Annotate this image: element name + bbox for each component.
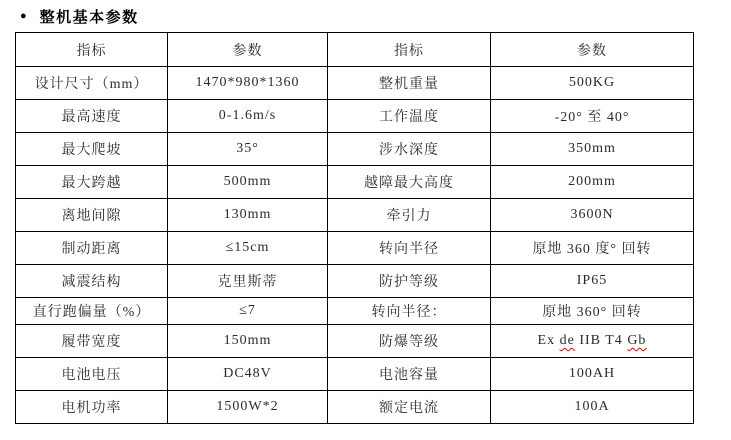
cell-indicator-left: 履带宽度 xyxy=(16,325,168,358)
cell-value-right: Ex de IIB T4 Gb xyxy=(491,325,694,358)
cell-indicator-left: 电机功率 xyxy=(16,391,168,424)
cell-indicator-right: 涉水深度 xyxy=(328,133,491,166)
cell-indicator-right: 额定电流 xyxy=(328,391,491,424)
misspelled-word: de xyxy=(559,333,575,348)
cell-indicator-right: 工作温度 xyxy=(328,100,491,133)
section-heading xyxy=(20,6,139,27)
cell-value-right: 100AH xyxy=(491,358,694,391)
cell-indicator-right: 转向半径 xyxy=(328,232,491,265)
cell-indicator-left: 直行跑偏量（%） xyxy=(16,298,168,325)
table-row xyxy=(16,67,694,100)
cell-value-right: 200mm xyxy=(491,166,694,199)
cell-value-left: 克里斯蒂 xyxy=(168,265,328,298)
cell-indicator-right: 整机重量 xyxy=(328,67,491,100)
table-row xyxy=(16,199,694,232)
cell-indicator-right: 防护等级 xyxy=(328,265,491,298)
spec-table-body xyxy=(16,67,694,424)
cell-value-left: ≤7 xyxy=(168,298,328,325)
cell-indicator-right: 越障最大高度 xyxy=(328,166,491,199)
cell-value-right: 100A xyxy=(491,391,694,424)
table-row xyxy=(16,358,694,391)
cell-indicator-left: 离地间隙 xyxy=(16,199,168,232)
page-title: 整机基本参数 xyxy=(39,10,139,26)
cell-value-left: 150mm xyxy=(168,325,328,358)
table-row xyxy=(16,100,694,133)
cell-value-left: DC48V xyxy=(168,358,328,391)
cell-value-left: 130mm xyxy=(168,199,328,232)
cell-value-right: 3600N xyxy=(491,199,694,232)
table-row xyxy=(16,298,694,325)
table-row xyxy=(16,232,694,265)
column-header-indicator-right: 指标 xyxy=(328,33,491,67)
bullet-icon: ● xyxy=(20,10,27,22)
cell-value-left: 0-1.6m/s xyxy=(168,100,328,133)
cell-value-right: 原地 360 度° 回转 xyxy=(491,232,694,265)
cell-indicator-left: 最高速度 xyxy=(16,100,168,133)
cell-indicator-left: 制动距离 xyxy=(16,232,168,265)
table-row xyxy=(16,166,694,199)
cell-indicator-left: 最大跨越 xyxy=(16,166,168,199)
cell-value-left: 1500W*2 xyxy=(168,391,328,424)
cell-indicator-right: 防爆等级 xyxy=(328,325,491,358)
column-header-parameter-left: 参数 xyxy=(168,33,328,67)
cell-value-right: -20° 至 40° xyxy=(491,100,694,133)
cell-value-right: 500KG xyxy=(491,67,694,100)
cell-value-right: IP65 xyxy=(491,265,694,298)
cell-indicator-left: 最大爬坡 xyxy=(16,133,168,166)
table-row xyxy=(16,391,694,424)
cell-indicator-right: 电池容量 xyxy=(328,358,491,391)
cell-value-left: 35° xyxy=(168,133,328,166)
cell-indicator-left: 设计尺寸（mm） xyxy=(16,67,168,100)
cell-value-left: 500mm xyxy=(168,166,328,199)
cell-indicator-left: 电池电压 xyxy=(16,358,168,391)
column-header-parameter-right: 参数 xyxy=(491,33,694,67)
table-row xyxy=(16,265,694,298)
cell-value-right: 350mm xyxy=(491,133,694,166)
misspelled-word: Gb xyxy=(627,333,647,348)
table-row xyxy=(16,133,694,166)
cell-value-left: 1470*980*1360 xyxy=(168,67,328,100)
cell-indicator-left: 减震结构 xyxy=(16,265,168,298)
column-header-indicator-left: 指标 xyxy=(16,33,168,67)
cell-value-left: ≤15cm xyxy=(168,232,328,265)
table-row xyxy=(16,325,694,358)
cell-value-right: 原地 360° 回转 xyxy=(491,298,694,325)
cell-indicator-right: 牵引力 xyxy=(328,199,491,232)
table-header-row xyxy=(16,33,694,67)
cell-indicator-right: 转向半径： xyxy=(328,298,491,325)
spec-table xyxy=(15,32,694,424)
